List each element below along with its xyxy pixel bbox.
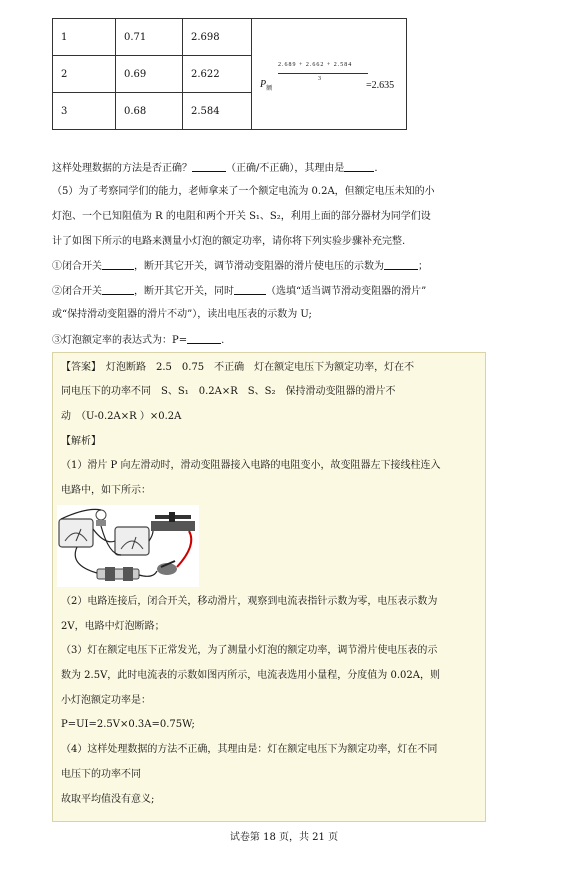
question-line: 或“保持滑动变阻器的滑片不动”），读出电压表的示数为 U;	[52, 309, 312, 320]
answer-line: 【答案】 灯泡断路 2.5 0.75 不正确 灯在额定电压下为额定功率，灯在不	[61, 362, 415, 373]
table-cell: 0.68	[116, 93, 183, 130]
average-denominator: 3	[318, 76, 321, 82]
table-cell: 2.622	[183, 56, 252, 93]
table-cell: 2.584	[183, 93, 252, 130]
answer-line: （3）灯在额定电压下正常发光，为了测量小灯泡的额定功率，调节滑片使电压表的示	[61, 645, 438, 656]
answer-line: 电路中，如下所示：	[61, 485, 151, 496]
average-result: =2.635	[366, 80, 395, 91]
table-cell: 3	[53, 93, 116, 130]
average-cell	[252, 19, 407, 130]
answer-line: 同电压下的功率不同 S、S₁ 0.2A×R S、S₂ 保持滑动变阻器的滑片不	[61, 386, 396, 397]
circuit-figure	[57, 505, 199, 587]
question-line: 灯泡、一个已知阻值为 R 的电阻和两个开关 S₁、S₂，利用上面的部分器材为同学们设	[52, 211, 431, 222]
average-numerator: 2.689 + 2.662 + 2.584	[278, 62, 353, 68]
answer-line: P=UI=2.5V×0.3A=0.75W;	[61, 719, 195, 730]
table-cell: 1	[53, 19, 116, 56]
question-line: ③灯泡额定率的表达式为：P= .	[52, 335, 225, 346]
power-symbol: $P_额$	[260, 79, 273, 92]
page-footer: 试卷第 18 页，共 21 页	[229, 832, 339, 843]
answer-line: 故取平均值没有意义;	[61, 794, 155, 805]
answer-line: 小灯泡额定功率是：	[61, 695, 151, 706]
fraction-bar	[278, 73, 368, 74]
question-line: 计了如图下所示的电路来测量小灯泡的额定功率，请你将下列实验步骤补充完整.	[52, 236, 406, 247]
answer-box	[52, 352, 486, 822]
question-line: 这样处理数据的方法是否正确？ （正确/不正确），其理由是 .	[52, 163, 378, 174]
answer-line: （4）这样处理数据的方法不正确，其理由是：灯在额定电压下为额定功率，灯在不同	[61, 744, 438, 755]
circuit-diagram	[57, 505, 199, 587]
data-table	[52, 18, 407, 130]
table-cell: 2.698	[183, 19, 252, 56]
answer-line: 2V，电路中灯泡断路；	[61, 621, 165, 632]
answer-line: 电压下的功率不同	[61, 769, 141, 780]
analysis-heading: 【解析】	[61, 436, 101, 447]
table-cell: 0.69	[116, 56, 183, 93]
table-cell: 2	[53, 56, 116, 93]
question-line: （5）为了考察同学们的能力，老师拿来了一个额定电流为 0.2A，但额定电压未知的小	[52, 186, 435, 197]
answer-line: 动 （U-0.2A×R ）×0.2A	[61, 411, 182, 422]
question-line: ②闭合开关 ，断开其它开关，同时 （选填“适当调节滑动变阻器的滑片”	[52, 286, 427, 297]
answer-line: （1）滑片 P 向左滑动时，滑动变阻器接入电路的电阻变小，故变阻器左下接线柱连入	[61, 460, 441, 471]
table-cell: 0.71	[116, 19, 183, 56]
question-line: ①闭合开关 ，断开其它开关，调节滑动变阻器的滑片使电压的示数为 ；	[52, 261, 428, 272]
answer-line: （2）电路连接后，闭合开关，移动滑片，观察到电流表指针示数为零，电压表示数为	[61, 596, 438, 607]
answer-line: 数为 2.5V，此时电流表的示数如图丙所示，电流表选用小量程，分度值为 0.02A，则	[61, 670, 440, 681]
table-row	[53, 19, 407, 56]
